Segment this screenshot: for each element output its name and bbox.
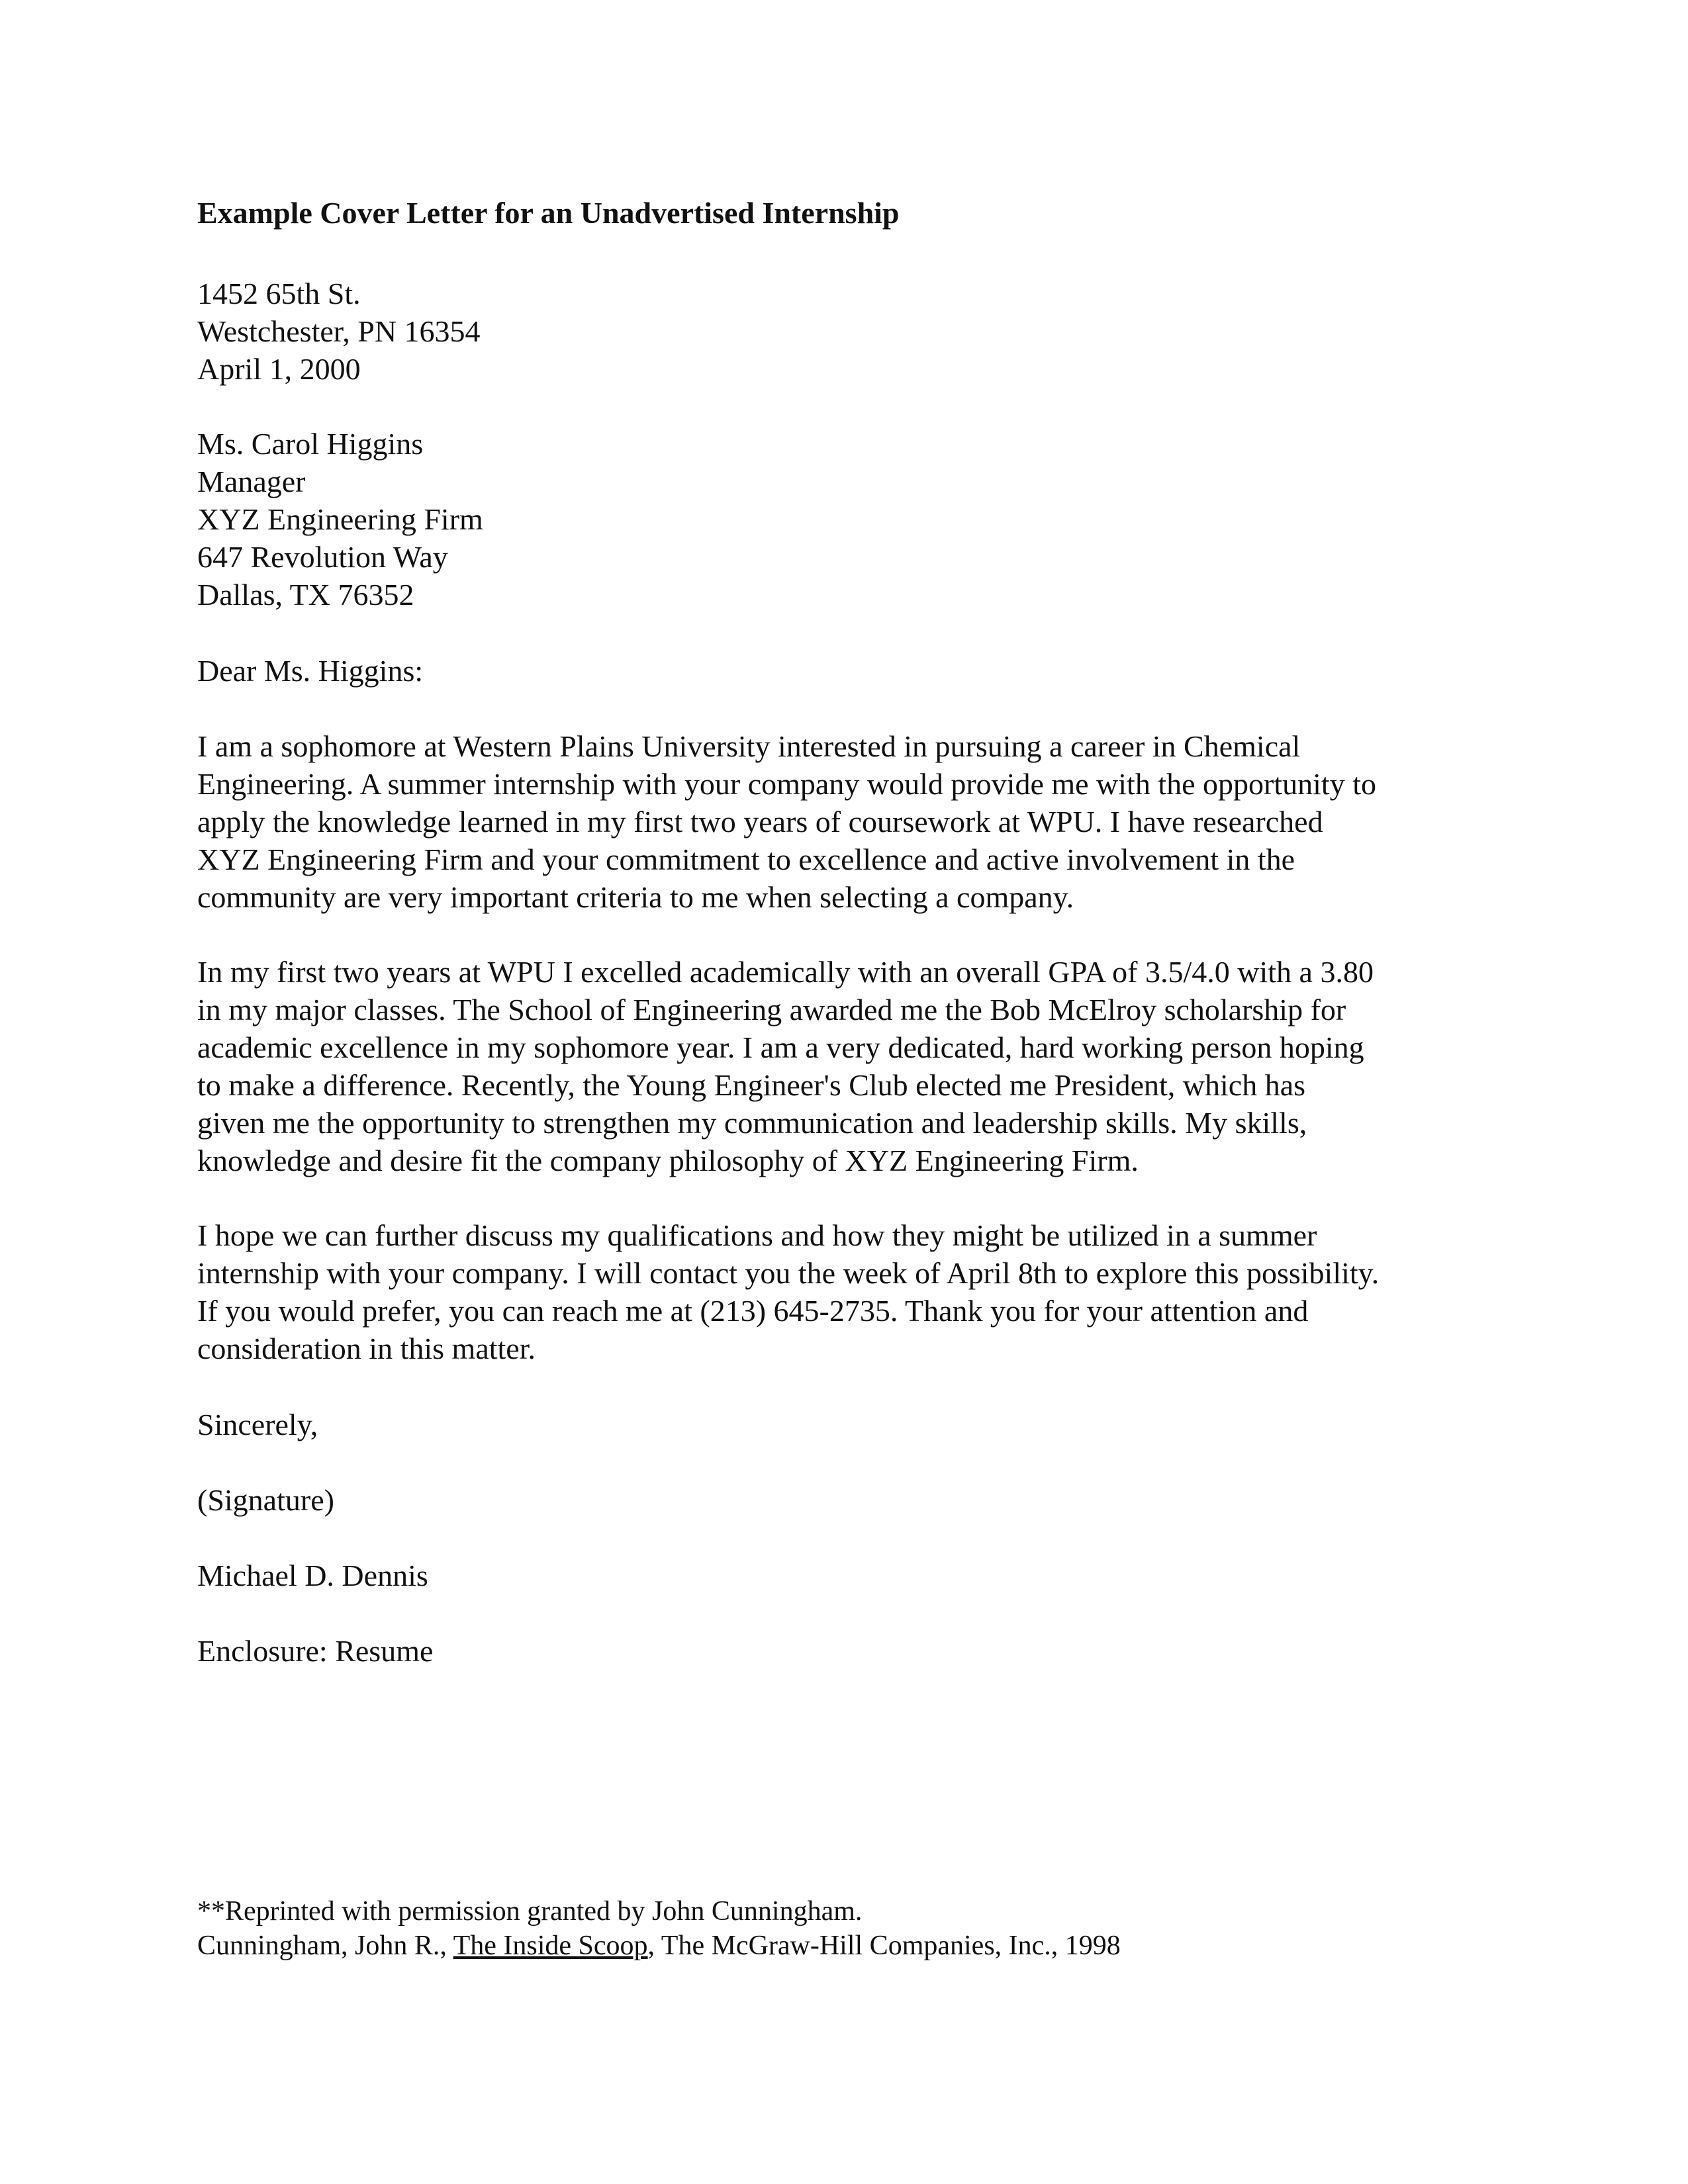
sender-name: Michael D. Dennis	[197, 1559, 428, 1592]
paragraph-line: to make a difference. Recently, the Young Engineer's Club elected me President, which has	[197, 1068, 1306, 1102]
sender-street: 1452 65th St.	[197, 277, 361, 310]
paragraph-line: consideration in this matter.	[197, 1332, 536, 1365]
sender-city: Westchester, PN 16354	[197, 314, 481, 348]
salutation: Dear Ms. Higgins:	[197, 654, 424, 688]
letter-title: Example Cover Letter for an Unadvertised Internship	[197, 196, 900, 230]
citation-title: The Inside Scoop	[453, 1931, 648, 1961]
recipient-position: Manager	[197, 465, 306, 498]
footer	[197, 1894, 1121, 1963]
paragraph-line: I am a sophomore at Western Plains University interested in pursuing a career in Chemical	[197, 729, 1301, 763]
sender-address	[197, 275, 481, 388]
paragraph-line: In my first two years at WPU I excelled academically with an overall GPA of 3.5/4.0 with a 3.80	[197, 955, 1374, 989]
recipient-address	[197, 425, 483, 614]
recipient-name: Ms. Carol Higgins	[197, 427, 424, 461]
reprint-note: **Reprinted with permission granted by John Cunningham.	[197, 1896, 863, 1927]
body-paragraph-1	[197, 727, 1376, 916]
citation	[197, 1929, 1121, 1963]
recipient-city: Dallas, TX 76352	[197, 578, 414, 612]
letter-date: April 1, 2000	[197, 352, 361, 386]
paragraph-line: knowledge and desire fit the company philosophy of XYZ Engineering Firm.	[197, 1144, 1139, 1177]
paragraph-line: academic excellence in my sophomore year. I am a very dedicated, hard working person hoping	[197, 1030, 1364, 1064]
citation-author: Cunningham, John R.,	[197, 1931, 453, 1961]
body-paragraph-3	[197, 1216, 1379, 1367]
enclosure-note: Enclosure: Resume	[197, 1634, 434, 1668]
paragraph-line: apply the knowledge learned in my first two years of coursework at WPU. I have researched	[197, 805, 1323, 839]
paragraph-line: I hope we can further discuss my qualifications and how they might be utilized in a summer	[197, 1218, 1317, 1252]
recipient-company: XYZ Engineering Firm	[197, 502, 483, 536]
paragraph-line: given me the opportunity to strengthen my communication and leadership skills. My skills,	[197, 1106, 1307, 1140]
recipient-street: 647 Revolution Way	[197, 540, 448, 574]
body-paragraph-2	[197, 953, 1374, 1179]
paragraph-line: XYZ Engineering Firm and your commitment to excellence and active involvement in the	[197, 842, 1295, 876]
paragraph-line: internship with your company. I will contact you the week of April 8th to explore this possibility.	[197, 1256, 1380, 1290]
paragraph-line: Engineering. A summer internship with your company would provide me with the opportunity to	[197, 767, 1376, 801]
paragraph-line: in my major classes. The School of Engineering awarded me the Bob McElroy scholarship for	[197, 993, 1346, 1026]
paragraph-line: If you would prefer, you can reach me at (213) 645-2735. Thank you for your attention and	[197, 1294, 1309, 1328]
signature-placeholder: (Signature)	[197, 1483, 334, 1517]
closing: Sincerely,	[197, 1408, 318, 1441]
citation-publisher: , The McGraw-Hill Companies, Inc., 1998	[647, 1931, 1121, 1961]
paragraph-line: community are very important criteria to me when selecting a company.	[197, 880, 1074, 914]
